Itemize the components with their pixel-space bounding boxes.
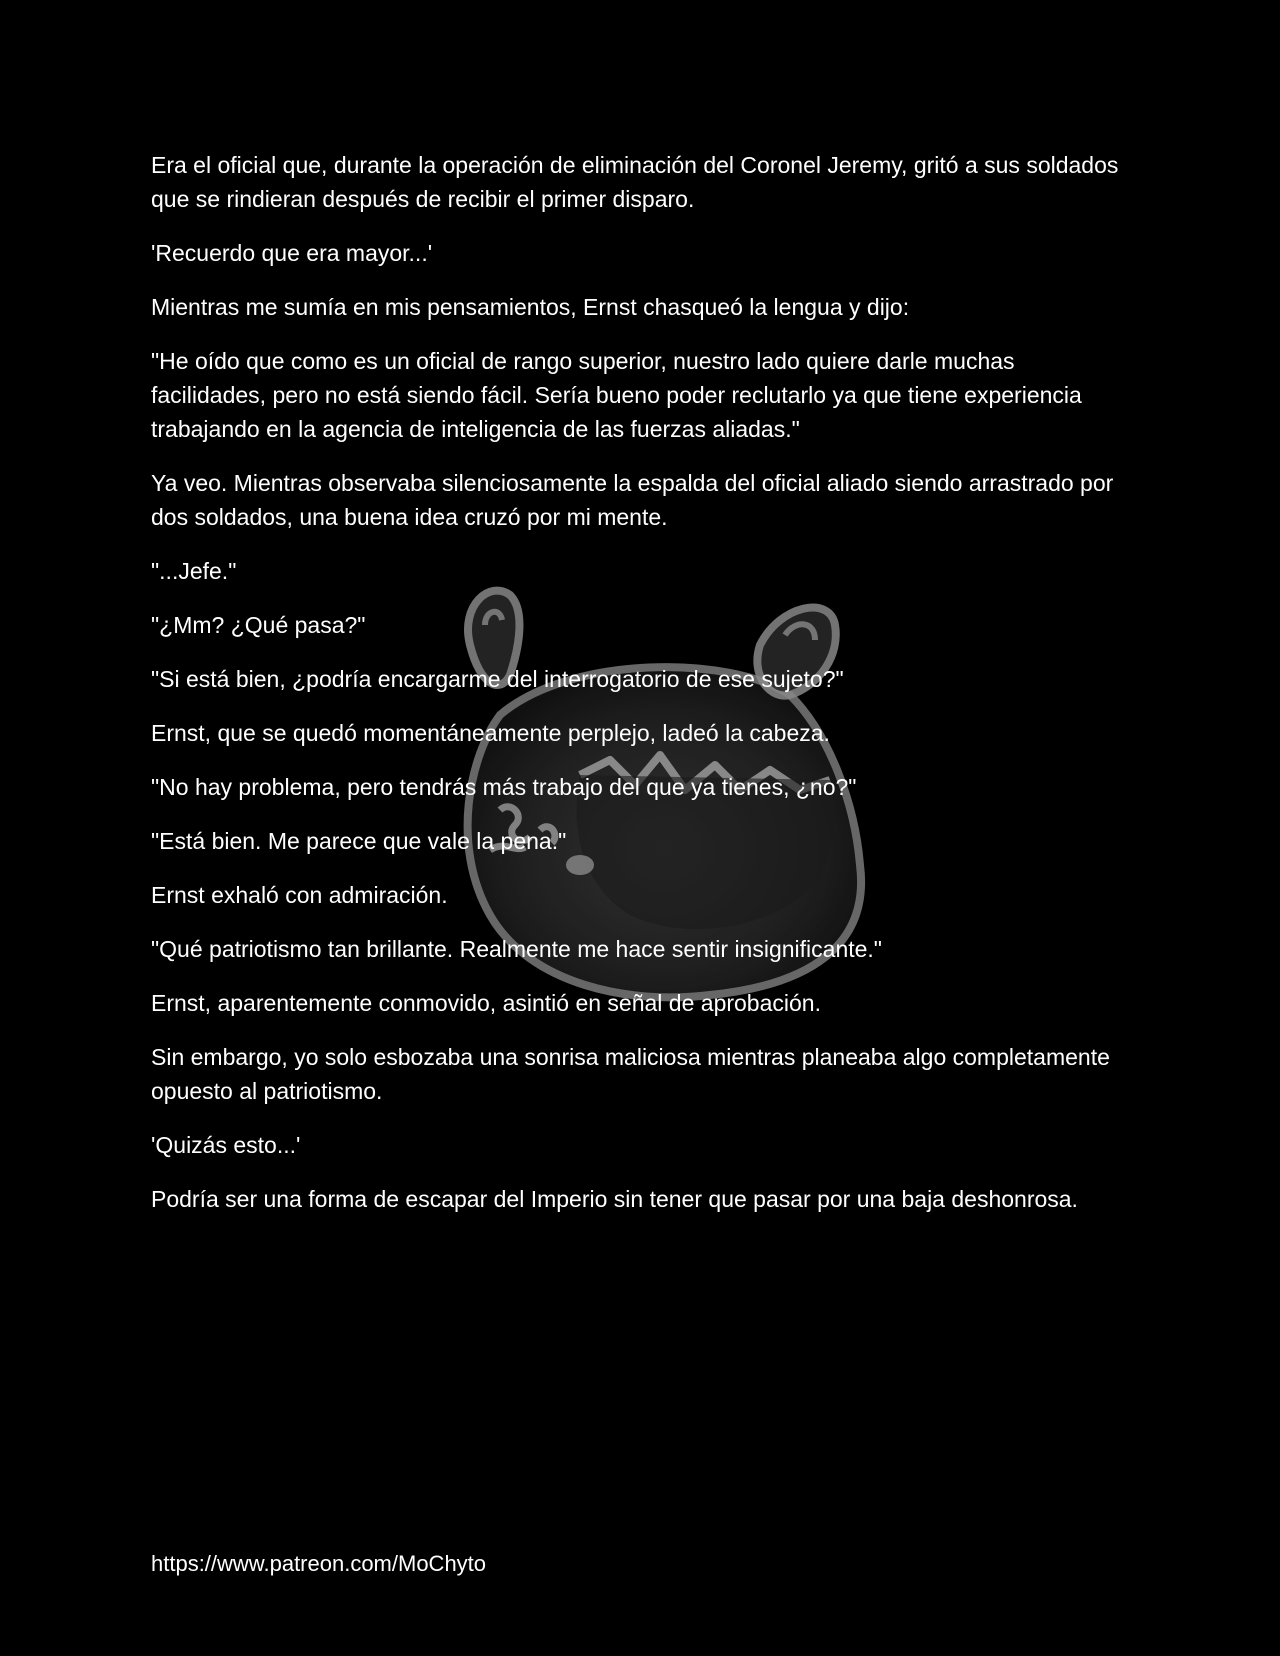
paragraph: 'Quizás esto...'	[151, 1132, 301, 1158]
paragraph: "Si está bien, ¿podría encargarme del interrogatorio de ese sujeto?"	[151, 666, 844, 692]
paragraph: "No hay problema, pero tendrás más trabajo del que ya tienes, ¿no?"	[151, 774, 857, 800]
paragraph: 'Recuerdo que era mayor...'	[151, 240, 433, 266]
paragraph: "He oído que como es un oficial de rango superior, nuestro lado quiere darle muchas facilidades, pero no está siendo fácil. Sería bueno poder reclutarlo ya que tiene experiencia trabajando en la agencia de inteligencia de las fuerzas aliadas."	[151, 348, 1082, 442]
paragraph: "¿Mm? ¿Qué pasa?"	[151, 612, 366, 638]
paragraph: Era el oficial que, durante la operación de eliminación del Coronel Jeremy, gritó a sus soldados que se rindieran después de recibir el primer disparo.	[151, 152, 1119, 212]
paragraph: Ernst, que se quedó momentáneamente perplejo, ladeó la cabeza.	[151, 720, 830, 746]
paragraph: "...Jefe."	[151, 558, 237, 584]
paragraph: Ernst, aparentemente conmovido, asintió en señal de aprobación.	[151, 990, 821, 1016]
paragraph: Ya veo. Mientras observaba silenciosamente la espalda del oficial aliado siendo arrastrado por dos soldados, una buena idea cruzó por mi mente.	[151, 470, 1114, 530]
paragraph: Sin embargo, yo solo esbozaba una sonrisa maliciosa mientras planeaba algo completamente opuesto al patriotismo.	[151, 1044, 1110, 1104]
patreon-link[interactable]: https://www.patreon.com/MoChyto	[151, 1551, 487, 1576]
paragraph: "Qué patriotismo tan brillante. Realmente me hace sentir insignificante."	[151, 936, 882, 962]
paragraph: Ernst exhaló con admiración.	[151, 882, 448, 908]
paragraph: Mientras me sumía en mis pensamientos, Ernst chasqueó la lengua y dijo:	[151, 294, 910, 320]
paragraph: Podría ser una forma de escapar del Imperio sin tener que pasar por una baja deshonrosa.	[151, 1186, 1078, 1212]
document-body	[151, 148, 1131, 1236]
paragraph: "Está bien. Me parece que vale la pena."	[151, 828, 567, 854]
